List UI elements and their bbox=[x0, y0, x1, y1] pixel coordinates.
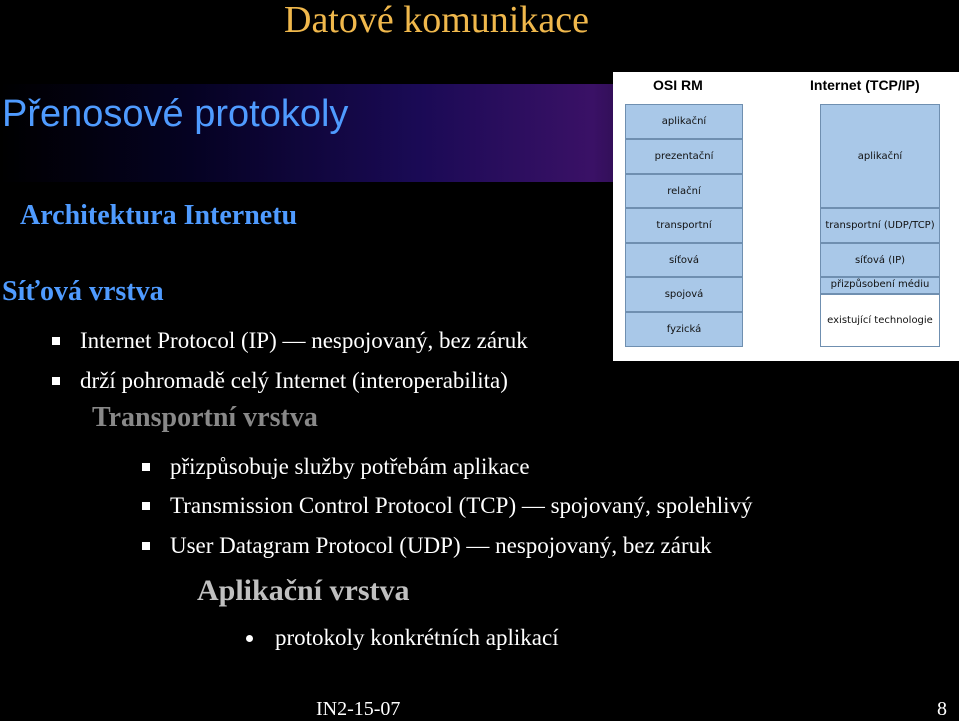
square-bullet-icon bbox=[142, 463, 150, 471]
header-title: Datové komunikace bbox=[284, 0, 589, 41]
inet-header: Internet (TCP/IP) bbox=[810, 77, 920, 93]
inet-layer-application: aplikační bbox=[820, 104, 940, 208]
network-layer-heading: Síťová vrstva bbox=[2, 276, 164, 307]
osi-layer-physical: fyzická bbox=[625, 312, 743, 347]
page-number: 8 bbox=[937, 698, 947, 720]
osi-layer-application: aplikační bbox=[625, 104, 743, 139]
network-bullet-1 bbox=[52, 328, 528, 354]
bullet-text: přizpůsobuje služby potřebám aplikace bbox=[170, 454, 530, 479]
inet-layer-transport: transportní (UDP/TCP) bbox=[820, 208, 940, 243]
network-bullet-2 bbox=[52, 368, 508, 394]
footer-code: IN2-15-07 bbox=[316, 698, 401, 720]
inet-layer-existing-tech: existující technologie bbox=[820, 294, 940, 347]
bullet-text: drží pohromadě celý Internet (interoperabilita) bbox=[80, 368, 508, 393]
transport-bullet-1 bbox=[142, 454, 530, 480]
osi-layer-transport: transportní bbox=[625, 208, 743, 243]
architecture-heading: Architektura Internetu bbox=[20, 200, 298, 231]
square-bullet-icon bbox=[142, 502, 150, 510]
application-bullet-1 bbox=[246, 625, 559, 651]
transport-bullet-3 bbox=[142, 533, 712, 559]
square-bullet-icon bbox=[52, 377, 60, 385]
osi-layer-network: síťová bbox=[625, 243, 743, 277]
osi-layer-datalink: spojová bbox=[625, 277, 743, 312]
inet-layer-media-adaptation: přizpůsobení médiu bbox=[820, 277, 940, 294]
round-bullet-icon bbox=[246, 635, 253, 642]
inet-layer-network: síťová (IP) bbox=[820, 243, 940, 277]
osi-tcpip-diagram bbox=[613, 72, 959, 361]
transport-bullet-2 bbox=[142, 493, 752, 519]
bullet-text: Transmission Control Protocol (TCP) — spojovaný, spolehlivý bbox=[170, 493, 753, 518]
osi-layer-session: relační bbox=[625, 174, 743, 208]
bullet-text: protokoly konkrétních aplikací bbox=[275, 625, 559, 650]
transport-layer-heading: Transportní vrstva bbox=[92, 402, 318, 433]
bullet-text: Internet Protocol (IP) — nespojovaný, bez záruk bbox=[80, 328, 528, 353]
osi-header: OSI RM bbox=[653, 77, 703, 93]
square-bullet-icon bbox=[142, 542, 150, 550]
slide-title: Přenosové protokoly bbox=[2, 93, 349, 135]
bullet-text: User Datagram Protocol (UDP) — nespojovaný, bez záruk bbox=[170, 533, 712, 558]
square-bullet-icon bbox=[52, 337, 60, 345]
application-layer-heading: Aplikační vrstva bbox=[197, 574, 410, 607]
osi-layer-presentation: prezentační bbox=[625, 139, 743, 174]
